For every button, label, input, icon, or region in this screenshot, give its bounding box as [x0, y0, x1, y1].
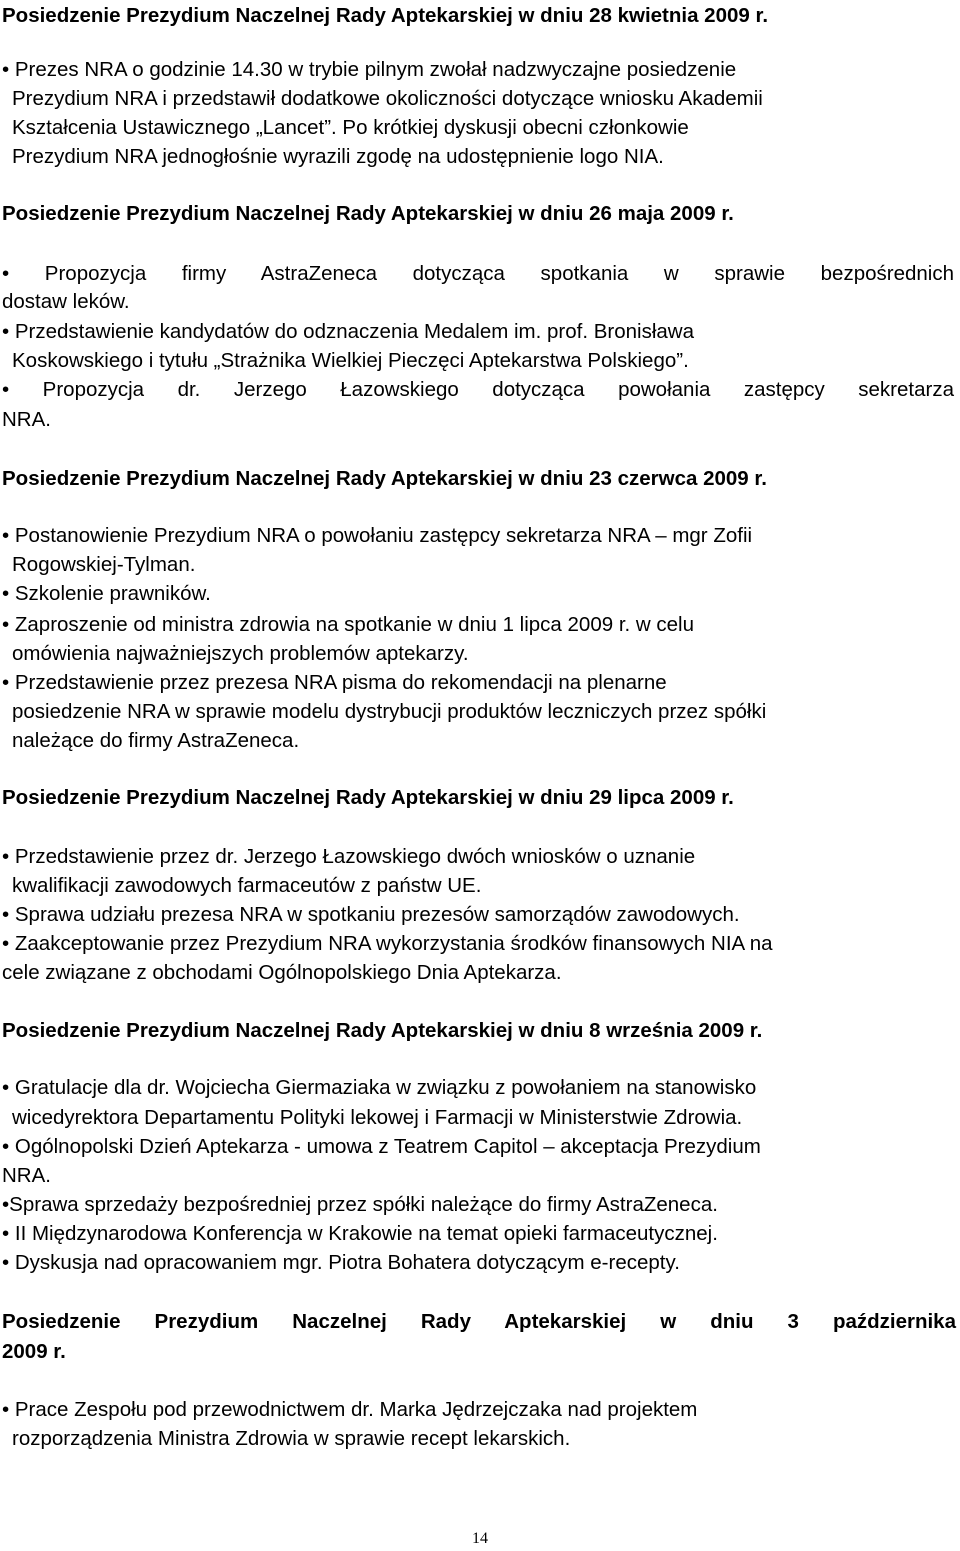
bullet-line: • Przedstawienie kandydatów do odznaczenia Medalem im. prof. Bronisława [2, 320, 695, 343]
bullet-line: • Sprawa udziału prezesa NRA w spotkaniu prezesów samorządów zawodowych. [2, 903, 740, 926]
text-line: należące do firmy AstraZeneca. [12, 729, 300, 752]
section-heading: Posiedzenie Prezydium Naczelnej Rady Aptekarskiej w dniu 8 września 2009 r. [2, 1019, 763, 1042]
section-heading-continued: 2009 r. [2, 1340, 66, 1363]
bullet-line: • Prezes NRA o godzinie 14.30 w trybie pilnym zwołał nadzwyczajne posiedzenie [2, 58, 737, 81]
bullet-line: • Szkolenie prawników. [2, 582, 211, 605]
text-line: NRA. [2, 1164, 51, 1187]
text-line: Rogowskiej-Tylman. [12, 553, 196, 576]
bullet-line: • Przedstawienie przez dr. Jerzego Łazowskiego dwóch wniosków o uznanie [2, 845, 696, 868]
section-heading: Posiedzenie Prezydium Naczelnej Rady Aptekarskiej w dniu 3 października [2, 1310, 956, 1333]
bullet-line: • Ogólnopolski Dzień Aptekarza - umowa z Teatrem Capitol – akceptacja Prezydium [2, 1135, 761, 1158]
bullet-line: • Propozycja firmy AstraZeneca dotycząca spotkania w sprawie bezpośrednich [2, 262, 954, 285]
text-line: wicedyrektora Departamentu Polityki lekowej i Farmacji w Ministerstwie Zdrowia. [12, 1106, 743, 1129]
text-line: Kształcenia Ustawicznego „Lancet”. Po krótkiej dyskusji obecni członkowie [12, 116, 689, 139]
text-line: Koskowskiego i tytułu „Strażnika Wielkiej Pieczęci Aptekarstwa Polskiego”. [12, 349, 689, 372]
bullet-line: • II Międzynarodowa Konferencja w Krakowie na temat opieki farmaceutycznej. [2, 1222, 718, 1245]
bullet-line: • Przedstawienie przez prezesa NRA pisma do rekomendacji na plenarne [2, 671, 667, 694]
text-line: kwalifikacji zawodowych farmaceutów z państw UE. [12, 874, 482, 897]
bullet-line: • Gratulacje dla dr. Wojciecha Giermaziaka w związku z powołaniem na stanowisko [2, 1076, 757, 1099]
bullet-line: • Zaproszenie od ministra zdrowia na spotkanie w dniu 1 lipca 2009 r. w celu [2, 613, 695, 636]
section-heading: Posiedzenie Prezydium Naczelnej Rady Aptekarskiej w dniu 28 kwietnia 2009 r. [2, 4, 769, 27]
bullet-line: • Prace Zespołu pod przewodnictwem dr. Marka Jędrzejczaka nad projektem [2, 1398, 698, 1421]
page-number: 14 [472, 1530, 488, 1547]
text-line: dostaw leków. [2, 290, 130, 313]
bullet-line: • Propozycja dr. Jerzego Łazowskiego dotycząca powołania zastępcy sekretarza [2, 378, 954, 401]
text-line: omówienia najważniejszych problemów aptekarzy. [12, 642, 469, 665]
text-line: NRA. [2, 408, 51, 431]
text-line: posiedzenie NRA w sprawie modelu dystrybucji produktów leczniczych przez spółki [12, 700, 767, 723]
section-heading: Posiedzenie Prezydium Naczelnej Rady Aptekarskiej w dniu 26 maja 2009 r. [2, 202, 734, 225]
text-line: Prezydium NRA i przedstawił dodatkowe okoliczności dotyczące wniosku Akademii [12, 87, 763, 110]
bullet-line: • Zaakceptowanie przez Prezydium NRA wykorzystania środków finansowych NIA na [2, 932, 773, 955]
bullet-line: • Dyskusja nad opracowaniem mgr. Piotra Bohatera dotyczącym e-recepty. [2, 1251, 680, 1274]
bullet-line: •Sprawa sprzedaży bezpośredniej przez spółki należące do firmy AstraZeneca. [2, 1193, 718, 1216]
text-line: cele związane z obchodami Ogólnopolskiego Dnia Aptekarza. [2, 961, 562, 984]
text-line: Prezydium NRA jednogłośnie wyrazili zgodę na udostępnienie logo NIA. [12, 145, 664, 168]
section-heading: Posiedzenie Prezydium Naczelnej Rady Aptekarskiej w dniu 29 lipca 2009 r. [2, 786, 734, 809]
section-heading: Posiedzenie Prezydium Naczelnej Rady Aptekarskiej w dniu 23 czerwca 2009 r. [2, 467, 767, 490]
text-line: rozporządzenia Ministra Zdrowia w sprawie recept lekarskich. [12, 1427, 571, 1450]
bullet-line: • Postanowienie Prezydium NRA o powołaniu zastępcy sekretarza NRA – mgr Zofii [2, 524, 753, 547]
